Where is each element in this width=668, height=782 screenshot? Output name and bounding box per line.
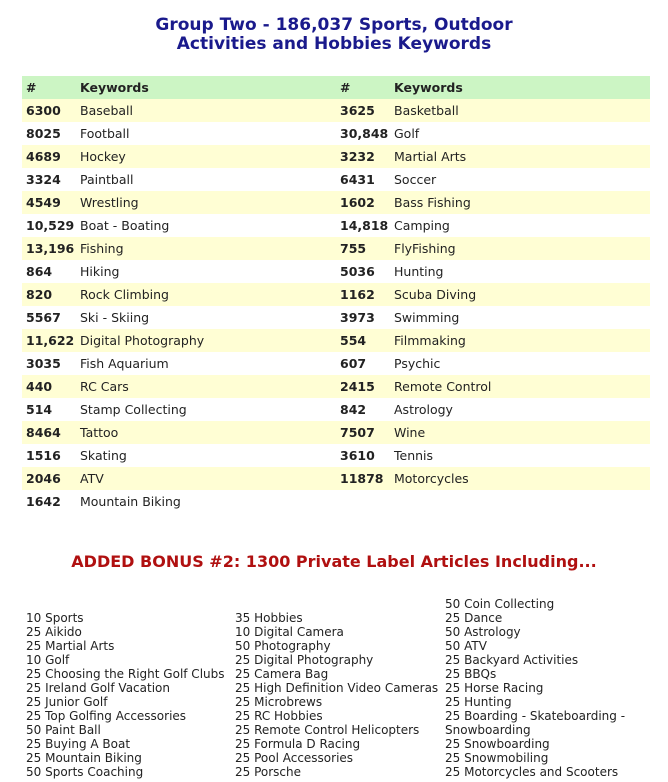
- table-row: [22, 191, 650, 214]
- keyword-count: 11878: [336, 467, 390, 490]
- keyword-count: 8025: [22, 122, 76, 145]
- keyword-name: Scuba Diving: [390, 283, 650, 306]
- keyword-name: [390, 490, 650, 513]
- table-row: [22, 122, 650, 145]
- keyword-count: 755: [336, 237, 390, 260]
- table-row: [22, 398, 650, 421]
- table-row: [22, 421, 650, 444]
- table-header-row: [22, 76, 650, 99]
- keyword-name: Hunting: [390, 260, 650, 283]
- keyword-count: 3973: [336, 306, 390, 329]
- keyword-count: 6300: [22, 99, 76, 122]
- keywords-table: [22, 76, 650, 513]
- articles-column-2: [235, 611, 440, 779]
- keyword-count: 3232: [336, 145, 390, 168]
- article-item: 50 Astrology: [445, 625, 521, 639]
- keyword-name: Tennis: [390, 444, 650, 467]
- table-row: [22, 214, 650, 237]
- keywords-table-body: [22, 99, 650, 513]
- keyword-name: Ski - Skiing: [76, 306, 336, 329]
- keyword-name: RC Cars: [76, 375, 336, 398]
- keyword-name: ATV: [76, 467, 336, 490]
- article-item: 25 BBQs: [445, 667, 497, 681]
- keyword-count: 8464: [22, 421, 76, 444]
- article-item: 25 Junior Golf: [26, 695, 108, 709]
- keyword-count: 7507: [336, 421, 390, 444]
- article-item: 25 Martial Arts: [26, 639, 115, 653]
- article-item: 50 Paint Ball: [26, 723, 101, 737]
- keyword-count: 5567: [22, 306, 76, 329]
- article-item: 25 Remote Control Helicopters: [235, 723, 420, 737]
- article-item: 25 Hunting: [445, 695, 512, 709]
- table-row: [22, 145, 650, 168]
- keyword-count: 11,622: [22, 329, 76, 352]
- keyword-count: 607: [336, 352, 390, 375]
- keyword-name: Soccer: [390, 168, 650, 191]
- keyword-count: 842: [336, 398, 390, 421]
- page-title: [0, 16, 668, 54]
- table-row: [22, 260, 650, 283]
- keyword-name: Psychic: [390, 352, 650, 375]
- article-item: 25 Digital Photography: [235, 653, 374, 667]
- article-item: 10 Digital Camera: [235, 625, 344, 639]
- keyword-count: 554: [336, 329, 390, 352]
- table-row: [22, 490, 650, 513]
- article-item: 25 Snowboarding: [445, 737, 550, 751]
- header-num-left: #: [22, 76, 76, 99]
- article-item: 25 Microbrews: [235, 695, 323, 709]
- keyword-name: Skating: [76, 444, 336, 467]
- bonus-heading: ADDED BONUS #2: 1300 Private Label Articles Including...: [71, 552, 597, 571]
- keyword-name: Fish Aquarium: [76, 352, 336, 375]
- article-item: 25 Horse Racing: [445, 681, 544, 695]
- keyword-count: 514: [22, 398, 76, 421]
- keyword-name: Football: [76, 122, 336, 145]
- header-num-right: #: [336, 76, 390, 99]
- keyword-count: 2415: [336, 375, 390, 398]
- article-item: 25 Ireland Golf Vacation: [26, 681, 170, 695]
- articles-column-1: [26, 611, 231, 779]
- article-item: 25 Formula D Racing: [235, 737, 361, 751]
- article-item: 35 Hobbies: [235, 611, 303, 625]
- article-item: 25 Aikido: [26, 625, 82, 639]
- keyword-name: Rock Climbing: [76, 283, 336, 306]
- keyword-count: 1162: [336, 283, 390, 306]
- table-row: [22, 99, 650, 122]
- table-row: [22, 168, 650, 191]
- article-item: 25 RC Hobbies: [235, 709, 323, 723]
- article-item: 50 Sports Coaching: [26, 765, 144, 779]
- keyword-count: 6431: [336, 168, 390, 191]
- keyword-name: Golf: [390, 122, 650, 145]
- keyword-count: 3625: [336, 99, 390, 122]
- table-row: [22, 375, 650, 398]
- article-item: 25 Pool Accessories: [235, 751, 354, 765]
- table-row: [22, 467, 650, 490]
- articles-column-3: [445, 597, 630, 779]
- keyword-name: Bass Fishing: [390, 191, 650, 214]
- table-row: [22, 352, 650, 375]
- keyword-name: Stamp Collecting: [76, 398, 336, 421]
- keyword-name: Hockey: [76, 145, 336, 168]
- keyword-name: Boat - Boating: [76, 214, 336, 237]
- keyword-name: Motorcycles: [390, 467, 650, 490]
- keyword-count: 820: [22, 283, 76, 306]
- table-row: [22, 329, 650, 352]
- keyword-count: 3035: [22, 352, 76, 375]
- keyword-name: Wrestling: [76, 191, 336, 214]
- keyword-count: 30,848: [336, 122, 390, 145]
- article-item: 25 Mountain Biking: [26, 751, 142, 765]
- keyword-name: Wine: [390, 421, 650, 444]
- keyword-count: 14,818: [336, 214, 390, 237]
- header-keywords-left: Keywords: [76, 76, 336, 99]
- table-row: [22, 306, 650, 329]
- article-item: 10 Sports: [26, 611, 84, 625]
- article-item: 50 ATV: [445, 639, 487, 653]
- keyword-name: Astrology: [390, 398, 650, 421]
- keyword-count: 1642: [22, 490, 76, 513]
- keyword-name: Fishing: [76, 237, 336, 260]
- table-row: [22, 283, 650, 306]
- keyword-name: Paintball: [76, 168, 336, 191]
- article-item: 50 Photography: [235, 639, 331, 653]
- keyword-name: Basketball: [390, 99, 650, 122]
- article-item: 25 Boarding - Skateboarding - Snowboarding: [445, 709, 626, 737]
- article-item: 25 Motorcycles and Scooters: [445, 765, 619, 779]
- keyword-count: 864: [22, 260, 76, 283]
- article-item: 25 Porsche: [235, 765, 302, 779]
- keyword-name: Martial Arts: [390, 145, 650, 168]
- keyword-count: 4689: [22, 145, 76, 168]
- keyword-count: 3610: [336, 444, 390, 467]
- keyword-count: 5036: [336, 260, 390, 283]
- keyword-name: FlyFishing: [390, 237, 650, 260]
- keyword-name: Baseball: [76, 99, 336, 122]
- keyword-name: Digital Photography: [76, 329, 336, 352]
- keyword-name: Camping: [390, 214, 650, 237]
- keyword-count: 440: [22, 375, 76, 398]
- keyword-count: [336, 490, 390, 513]
- keyword-count: 1516: [22, 444, 76, 467]
- article-item: 25 Backyard Activities: [445, 653, 579, 667]
- article-item: 25 Top Golfing Accessories: [26, 709, 187, 723]
- article-item: 25 Snowmobiling: [445, 751, 549, 765]
- keyword-count: 2046: [22, 467, 76, 490]
- keyword-count: 3324: [22, 168, 76, 191]
- keyword-count: 1602: [336, 191, 390, 214]
- article-item: 25 High Definition Video Cameras: [235, 681, 439, 695]
- keyword-count: 10,529: [22, 214, 76, 237]
- article-item: 25 Camera Bag: [235, 667, 329, 681]
- table-row: [22, 237, 650, 260]
- keyword-name: Swimming: [390, 306, 650, 329]
- title-line-2: Activities and Hobbies Keywords: [176, 34, 492, 54]
- keyword-count: 13,196: [22, 237, 76, 260]
- article-item: 50 Coin Collecting: [445, 597, 555, 611]
- table-row: [22, 444, 650, 467]
- title-line-1: Group Two - 186,037 Sports, Outdoor: [155, 15, 513, 35]
- keyword-name: Remote Control: [390, 375, 650, 398]
- article-item: 25 Dance: [445, 611, 503, 625]
- article-item: 25 Buying A Boat: [26, 737, 131, 751]
- keyword-name: Filmmaking: [390, 329, 650, 352]
- article-item: 25 Choosing the Right Golf Clubs: [26, 667, 225, 681]
- article-item: 10 Golf: [26, 653, 70, 667]
- keyword-name: Mountain Biking: [76, 490, 336, 513]
- keyword-name: Tattoo: [76, 421, 336, 444]
- header-keywords-right: Keywords: [390, 76, 650, 99]
- keyword-count: 4549: [22, 191, 76, 214]
- keyword-name: Hiking: [76, 260, 336, 283]
